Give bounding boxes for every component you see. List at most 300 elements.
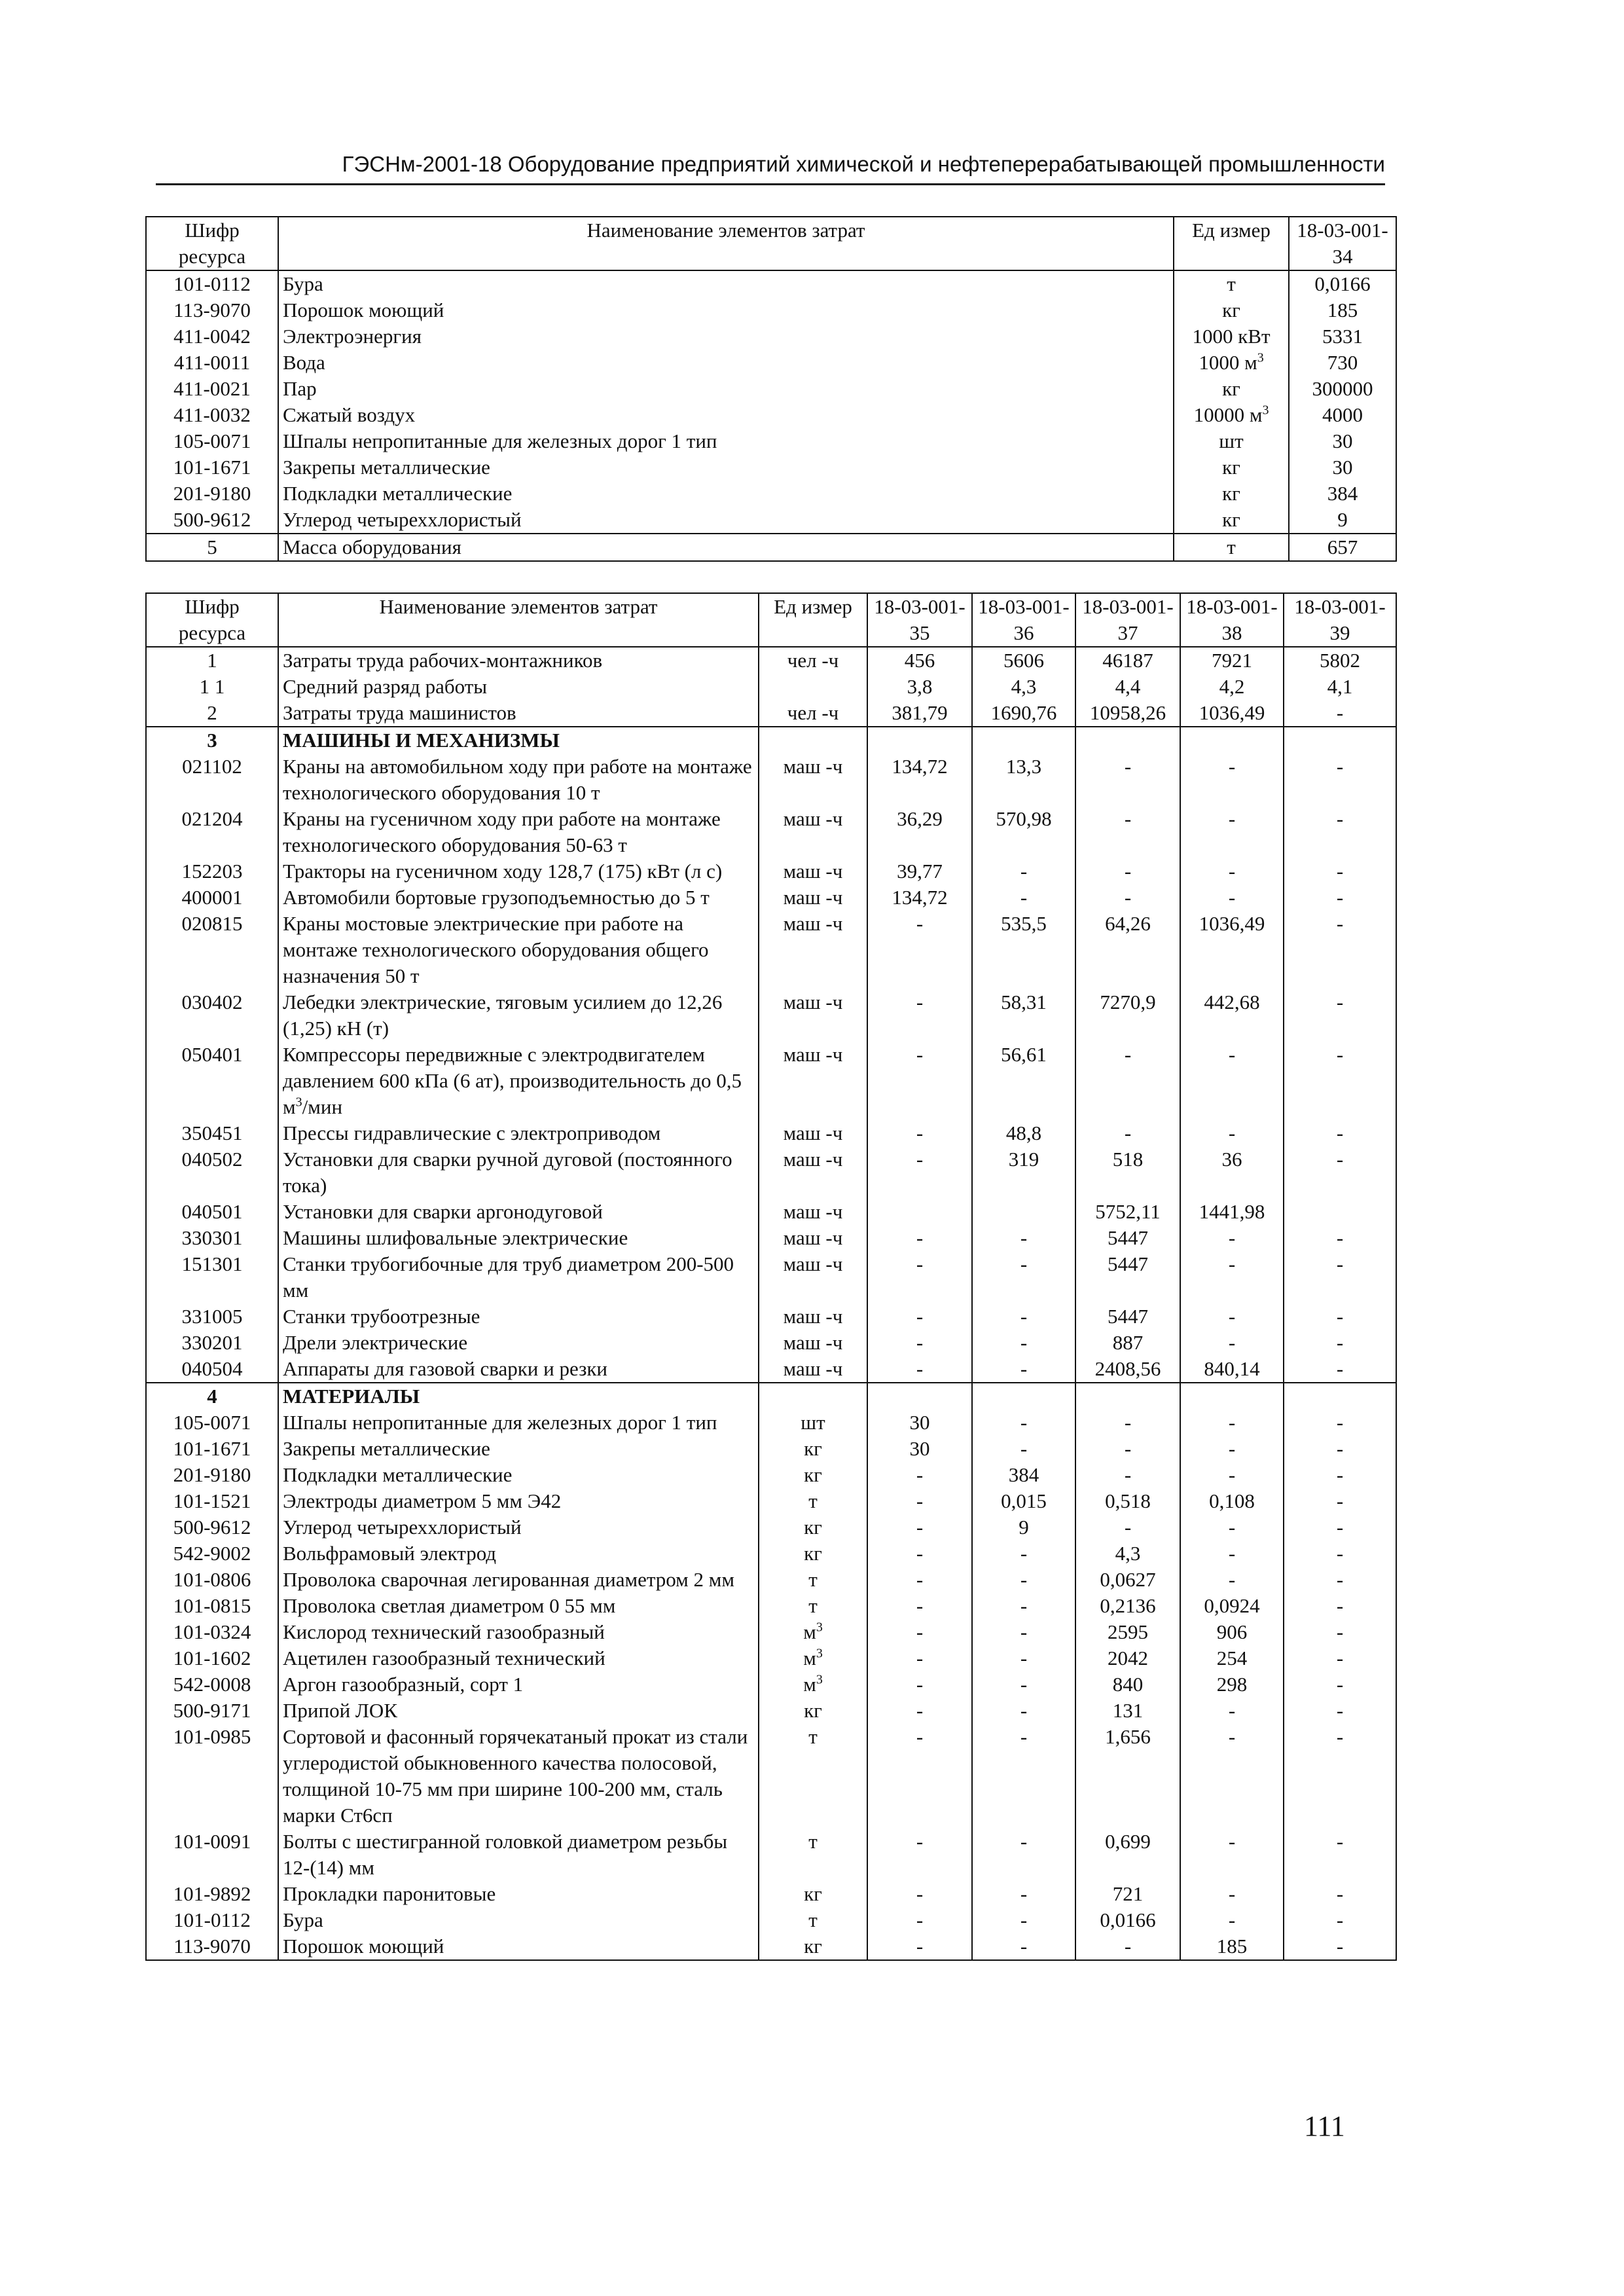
table-row: [146, 1671, 1396, 1698]
resource-value: -: [1075, 1042, 1180, 1120]
resource-name: Станки трубогибочные для труб диаметром 200-500 мм: [278, 1251, 759, 1303]
resource-value: 131: [1075, 1698, 1180, 1724]
resource-name: Пар: [278, 376, 1174, 402]
resource-value: -: [867, 1698, 972, 1724]
table-header-row: [146, 217, 1396, 270]
table-row: [146, 270, 1396, 297]
resource-name: Затраты труда машинистов: [278, 700, 759, 727]
resource-value: -: [867, 1120, 972, 1146]
resource-value: 0,0166: [1289, 270, 1396, 297]
resource-value: -: [972, 1251, 1075, 1303]
resource-value: -: [1284, 1330, 1396, 1356]
table-row: [146, 350, 1396, 376]
resource-value: 384: [972, 1462, 1075, 1488]
resource-unit: маш -ч: [759, 911, 867, 989]
resource-value: -: [1075, 1933, 1180, 1960]
resource-name: Бура: [278, 1907, 759, 1933]
resource-unit: маш -ч: [759, 1199, 867, 1225]
table-row: [146, 674, 1396, 700]
resource-value: -: [972, 1540, 1075, 1567]
resource-value: -: [972, 884, 1075, 911]
resource-code: 113-9070: [146, 297, 278, 323]
resource-value: -: [867, 1829, 972, 1881]
resource-code: 151301: [146, 1251, 278, 1303]
resource-code: 500-9171: [146, 1698, 278, 1724]
column-header-value: 18-03-001-37: [1075, 593, 1180, 647]
table-row: [146, 1488, 1396, 1514]
resource-code: 101-1521: [146, 1488, 278, 1514]
resource-value: -: [867, 1462, 972, 1488]
resource-value: -: [1180, 884, 1284, 911]
resource-unit: кг: [759, 1436, 867, 1462]
section-row: [146, 1383, 1396, 1410]
resource-value: 2595: [1075, 1619, 1180, 1645]
resource-code: 400001: [146, 884, 278, 911]
resource-value: 0,518: [1075, 1488, 1180, 1514]
column-header-unit: Ед измер: [759, 593, 867, 647]
resource-unit: маш -ч: [759, 806, 867, 858]
resource-value: -: [867, 989, 972, 1042]
resource-value: [972, 727, 1075, 754]
resource-code: 101-1671: [146, 1436, 278, 1462]
resource-name: Дрели электрические: [278, 1330, 759, 1356]
resource-name: Бура: [278, 270, 1174, 297]
resource-value: 64,26: [1075, 911, 1180, 989]
table-row: [146, 647, 1396, 674]
resource-value: 0,108: [1180, 1488, 1284, 1514]
resource-value: -: [972, 1645, 1075, 1671]
resource-value: 456: [867, 647, 972, 674]
resource-value: 0,0627: [1075, 1567, 1180, 1593]
resource-unit: кг: [1174, 297, 1289, 323]
resource-value: -: [1284, 1042, 1396, 1120]
resource-value: 9: [1289, 507, 1396, 534]
table-row: [146, 1120, 1396, 1146]
resource-name: Закрепы металлические: [278, 1436, 759, 1462]
resource-value: -: [972, 1356, 1075, 1383]
resource-name: Подкладки металлические: [278, 481, 1174, 507]
resource-value: 4,1: [1284, 674, 1396, 700]
resource-code: 040504: [146, 1356, 278, 1383]
resource-unit: т: [759, 1907, 867, 1933]
resource-unit: чел -ч: [759, 700, 867, 727]
resource-value: 657: [1289, 534, 1396, 561]
resource-value: 46187: [1075, 647, 1180, 674]
resource-value: -: [867, 1488, 972, 1514]
resource-value: 0,0166: [1075, 1907, 1180, 1933]
resource-unit: кг: [759, 1698, 867, 1724]
resource-value: 30: [867, 1410, 972, 1436]
resource-code: 101-0815: [146, 1593, 278, 1619]
resource-value: 535,5: [972, 911, 1075, 989]
resource-value: 840,14: [1180, 1356, 1284, 1383]
resource-unit: 10000 $м^3$: [1174, 402, 1289, 428]
resource-name: Ацетилен газообразный технический: [278, 1645, 759, 1671]
resource-value: 0,0924: [1180, 1593, 1284, 1619]
header-rule: [156, 183, 1385, 185]
resource-code: 105-0071: [146, 1410, 278, 1436]
resource-unit: маш -ч: [759, 1303, 867, 1330]
table-row: [146, 1619, 1396, 1645]
resource-value: -: [867, 1251, 972, 1303]
resource-value: -: [1284, 1540, 1396, 1567]
resource-value: 0,015: [972, 1488, 1075, 1514]
resource-name: Аргон газообразный, сорт 1: [278, 1671, 759, 1698]
resource-unit: маш -ч: [759, 989, 867, 1042]
resource-name: Установки для сварки аргонодуговой: [278, 1199, 759, 1225]
table-row: [146, 1829, 1396, 1881]
resource-name: Проволока сварочная легированная диаметром 2 мм: [278, 1567, 759, 1593]
resource-value: -: [972, 1225, 1075, 1251]
resource-unit: т: [759, 1829, 867, 1881]
resource-value: -: [1284, 1593, 1396, 1619]
resource-value: -: [1180, 1330, 1284, 1356]
resource-value: 1441,98: [1180, 1199, 1284, 1225]
table-row: [146, 1567, 1396, 1593]
column-header-value: 18-03-001-34: [1289, 217, 1396, 270]
resource-name: Припой ЛОК: [278, 1698, 759, 1724]
resource-name: Порошок моющий: [278, 1933, 759, 1960]
resource-value: -: [972, 1303, 1075, 1330]
resource-unit: маш -ч: [759, 1225, 867, 1251]
resource-value: -: [867, 911, 972, 989]
table-row: [146, 1881, 1396, 1907]
resource-code: 411-0042: [146, 323, 278, 350]
resource-value: -: [1180, 1881, 1284, 1907]
resource-name: МАШИНЫ И МЕХАНИЗМЫ: [278, 727, 759, 754]
page-header-title: ГЭСНм-2001-18 Оборудование предприятий химической и нефтеперерабатывающей промышленности: [342, 152, 1385, 176]
resource-value: -: [1180, 858, 1284, 884]
resource-value: 13,3: [972, 754, 1075, 806]
resource-code: 411-0032: [146, 402, 278, 428]
resource-value: 5447: [1075, 1225, 1180, 1251]
column-header-name: Наименование элементов затрат: [278, 593, 759, 647]
resource-value: [1075, 1383, 1180, 1410]
resource-value: -: [867, 1356, 972, 1383]
table-row: [146, 858, 1396, 884]
resource-value: -: [972, 1619, 1075, 1645]
resource-value: [867, 1199, 972, 1225]
resource-unit: кг: [759, 1462, 867, 1488]
table-row: [146, 428, 1396, 454]
resource-value: -: [972, 1436, 1075, 1462]
resource-value: -: [1180, 1042, 1284, 1120]
resource-name: Шпалы непропитанные для железных дорог 1 тип: [278, 1410, 759, 1436]
table-row: [146, 1514, 1396, 1540]
resource-code: 500-9612: [146, 507, 278, 534]
resource-value: 840: [1075, 1671, 1180, 1698]
resource-value: -: [867, 1724, 972, 1829]
resource-value: [1284, 727, 1396, 754]
resource-value: -: [867, 1619, 972, 1645]
table-row: [146, 1251, 1396, 1303]
resource-unit: маш -ч: [759, 754, 867, 806]
resource-code: 2: [146, 700, 278, 727]
column-header-unit: Ед измер: [1174, 217, 1289, 270]
resource-value: -: [867, 1671, 972, 1698]
resource-value: [1284, 1383, 1396, 1410]
resource-value: [1284, 1199, 1396, 1225]
resource-value: [972, 1199, 1075, 1225]
resource-unit: шт: [1174, 428, 1289, 454]
resource-code: 350451: [146, 1120, 278, 1146]
table-row: [146, 1303, 1396, 1330]
table-row: [146, 1462, 1396, 1488]
column-header-value: 18-03-001-38: [1180, 593, 1284, 647]
resource-name: Краны на гусеничном ходу при работе на монтаже технологического оборудования 50-63 т: [278, 806, 759, 858]
page-number: 111: [1304, 2110, 1345, 2142]
resource-code: 330301: [146, 1225, 278, 1251]
resource-value: 10958,26: [1075, 700, 1180, 727]
resource-value: -: [1075, 884, 1180, 911]
resource-name: Шпалы непропитанные для железных дорог 1 тип: [278, 428, 1174, 454]
resource-value: -: [972, 858, 1075, 884]
table-row: [146, 1330, 1396, 1356]
resource-code: 4: [146, 1383, 278, 1410]
resource-value: -: [1075, 1514, 1180, 1540]
resource-unit: т: [759, 1488, 867, 1514]
resource-value: -: [1284, 1436, 1396, 1462]
resource-unit: шт: [759, 1410, 867, 1436]
resource-value: -: [1284, 1881, 1396, 1907]
resource-name: Углерод четыреххлористый: [278, 507, 1174, 534]
resource-value: -: [1284, 1724, 1396, 1829]
resource-code: 101-0112: [146, 1907, 278, 1933]
resource-value: -: [1180, 1907, 1284, 1933]
table-row: [146, 1410, 1396, 1436]
resource-value: 30: [1289, 428, 1396, 454]
resource-value: 518: [1075, 1146, 1180, 1199]
resource-unit: т: [759, 1593, 867, 1619]
table-row: [146, 1436, 1396, 1462]
resource-value: -: [1284, 1671, 1396, 1698]
resource-value: -: [972, 1933, 1075, 1960]
resource-value: [1075, 727, 1180, 754]
resource-value: 7921: [1180, 647, 1284, 674]
resource-value: 2408,56: [1075, 1356, 1180, 1383]
resource-value: -: [1284, 806, 1396, 858]
resource-value: 185: [1289, 297, 1396, 323]
resource-unit: маш -ч: [759, 1146, 867, 1199]
resource-value: -: [1284, 1514, 1396, 1540]
table-row: [146, 507, 1396, 534]
resource-value: [1180, 727, 1284, 754]
resource-value: 298: [1180, 1671, 1284, 1698]
resource-value: 0,699: [1075, 1829, 1180, 1881]
resource-value: -: [972, 1567, 1075, 1593]
resource-value: -: [1284, 1698, 1396, 1724]
resource-code: 030402: [146, 989, 278, 1042]
resource-unit: маш -ч: [759, 1251, 867, 1303]
resource-table-35-39: [145, 592, 1397, 1961]
resource-value: 5752,11: [1075, 1199, 1180, 1225]
resource-code: 330201: [146, 1330, 278, 1356]
resource-unit: [759, 674, 867, 700]
resource-code: 101-9892: [146, 1881, 278, 1907]
resource-value: -: [1075, 1436, 1180, 1462]
resource-value: -: [867, 1881, 972, 1907]
resource-value: -: [867, 1225, 972, 1251]
resource-code: 101-1602: [146, 1645, 278, 1671]
resource-unit: $м^3$: [759, 1645, 867, 1671]
resource-value: 48,8: [972, 1120, 1075, 1146]
resource-value: 381,79: [867, 700, 972, 727]
table-row: [146, 989, 1396, 1042]
resource-name: Масса оборудования: [278, 534, 1174, 561]
column-header-name: Наименование элементов затрат: [278, 217, 1174, 270]
resource-value: -: [1284, 1933, 1396, 1960]
resource-value: [867, 727, 972, 754]
resource-value: 30: [867, 1436, 972, 1462]
resource-code: 101-0985: [146, 1724, 278, 1829]
resource-value: -: [1180, 1251, 1284, 1303]
resource-value: -: [972, 1829, 1075, 1881]
resource-value: 39,77: [867, 858, 972, 884]
resource-unit: маш -ч: [759, 884, 867, 911]
resource-name: Вода: [278, 350, 1174, 376]
section-row: [146, 727, 1396, 754]
resource-unit: кг: [1174, 454, 1289, 481]
resource-name: Болты с шестигранной головкой диаметром резьбы 12-(14) мм: [278, 1829, 759, 1881]
resource-unit: чел -ч: [759, 647, 867, 674]
table-row: [146, 1593, 1396, 1619]
resource-value: 134,72: [867, 754, 972, 806]
resource-unit: маш -ч: [759, 1120, 867, 1146]
resource-name: Электроэнергия: [278, 323, 1174, 350]
column-header-value: 18-03-001-39: [1284, 593, 1396, 647]
resource-code: 542-9002: [146, 1540, 278, 1567]
resource-value: 319: [972, 1146, 1075, 1199]
resource-value: -: [972, 1881, 1075, 1907]
resource-name: Аппараты для газовой сварки и резки: [278, 1356, 759, 1383]
resource-code: 101-1671: [146, 454, 278, 481]
table-row: [146, 700, 1396, 727]
resource-value: 185: [1180, 1933, 1284, 1960]
resource-name: Затраты труда рабочих-монтажников: [278, 647, 759, 674]
resource-value: 4000: [1289, 402, 1396, 428]
resource-value: 442,68: [1180, 989, 1284, 1042]
resource-value: -: [867, 1146, 972, 1199]
resource-code: 050401: [146, 1042, 278, 1120]
resource-code: 020815: [146, 911, 278, 989]
resource-unit: кг: [759, 1933, 867, 1960]
resource-value: 300000: [1289, 376, 1396, 402]
table-row: [146, 754, 1396, 806]
resource-value: -: [972, 1907, 1075, 1933]
resource-value: -: [867, 1303, 972, 1330]
resource-unit: т: [1174, 270, 1289, 297]
resource-unit: маш -ч: [759, 1356, 867, 1383]
resource-value: -: [972, 1724, 1075, 1829]
table-row: [146, 1356, 1396, 1383]
resource-code: 5: [146, 534, 278, 561]
resource-value: -: [1075, 858, 1180, 884]
column-header-code: Шифр ресурса: [146, 593, 278, 647]
resource-value: -: [1284, 884, 1396, 911]
resource-value: 7270,9: [1075, 989, 1180, 1042]
resource-name: Прессы гидравлические с электроприводом: [278, 1120, 759, 1146]
resource-name: Лебедки электрические, тяговым усилием до 12,26 (1,25) кН (т): [278, 989, 759, 1042]
resource-unit: $м^3$: [759, 1619, 867, 1645]
resource-value: -: [1284, 1488, 1396, 1514]
resource-value: -: [1180, 1462, 1284, 1488]
resource-value: -: [867, 1514, 972, 1540]
resource-name: Электроды диаметром 5 мм Э42: [278, 1488, 759, 1514]
resource-value: -: [1284, 1120, 1396, 1146]
resource-value: -: [972, 1410, 1075, 1436]
resource-name: Порошок моющий: [278, 297, 1174, 323]
resource-name: Углерод четыреххлористый: [278, 1514, 759, 1540]
resource-value: 5447: [1075, 1303, 1180, 1330]
resource-value: -: [1180, 1829, 1284, 1881]
table-row: [146, 1042, 1396, 1120]
table-row: [146, 1225, 1396, 1251]
resource-value: -: [1284, 858, 1396, 884]
resource-name: Станки трубоотрезные: [278, 1303, 759, 1330]
resource-unit: 1000 кВт: [1174, 323, 1289, 350]
table-row: [146, 1724, 1396, 1829]
table-header-row: [146, 593, 1396, 647]
resource-value: -: [1180, 1303, 1284, 1330]
column-header-code: Шифр ресурса: [146, 217, 278, 270]
resource-name: Установки для сварки ручной дуговой (постоянного тока): [278, 1146, 759, 1199]
resource-value: [972, 1383, 1075, 1410]
resource-value: -: [867, 1330, 972, 1356]
resource-unit: кг: [1174, 376, 1289, 402]
resource-code: 101-0324: [146, 1619, 278, 1645]
table-row: [146, 1907, 1396, 1933]
resource-name: Средний разряд работы: [278, 674, 759, 700]
resource-unit: т: [1174, 534, 1289, 561]
resource-code: 1: [146, 647, 278, 674]
table-row: [146, 481, 1396, 507]
resource-value: 4,3: [972, 674, 1075, 700]
resource-value: [1180, 1383, 1284, 1410]
resource-value: -: [867, 1593, 972, 1619]
table-row: [146, 402, 1396, 428]
resource-value: 906: [1180, 1619, 1284, 1645]
resource-table-34: [145, 216, 1397, 562]
column-header-value: 18-03-001-35: [867, 593, 972, 647]
resource-value: -: [1180, 1698, 1284, 1724]
resource-name: Автомобили бортовые грузоподъемностью до 5 т: [278, 884, 759, 911]
resource-value: -: [1284, 1356, 1396, 1383]
resource-value: -: [1075, 754, 1180, 806]
resource-code: 101-0112: [146, 270, 278, 297]
resource-value: 3,8: [867, 674, 972, 700]
resource-unit: кг: [759, 1514, 867, 1540]
resource-value: 9: [972, 1514, 1075, 1540]
resource-code: 331005: [146, 1303, 278, 1330]
resource-code: 101-0091: [146, 1829, 278, 1881]
resource-value: -: [1284, 754, 1396, 806]
resource-value: -: [1284, 1303, 1396, 1330]
resource-value: -: [1075, 1120, 1180, 1146]
resource-value: -: [1180, 1724, 1284, 1829]
resource-value: -: [867, 1907, 972, 1933]
resource-code: 3: [146, 727, 278, 754]
resource-value: 1,656: [1075, 1724, 1180, 1829]
resource-name: Закрепы металлические: [278, 454, 1174, 481]
table-row: [146, 376, 1396, 402]
resource-value: 36,29: [867, 806, 972, 858]
resource-name: Кислород технический газообразный: [278, 1619, 759, 1645]
column-header-value: 18-03-001-36: [972, 593, 1075, 647]
resource-value: -: [1180, 806, 1284, 858]
table-row: [146, 1199, 1396, 1225]
table-row: [146, 1698, 1396, 1724]
resource-value: -: [1284, 1410, 1396, 1436]
